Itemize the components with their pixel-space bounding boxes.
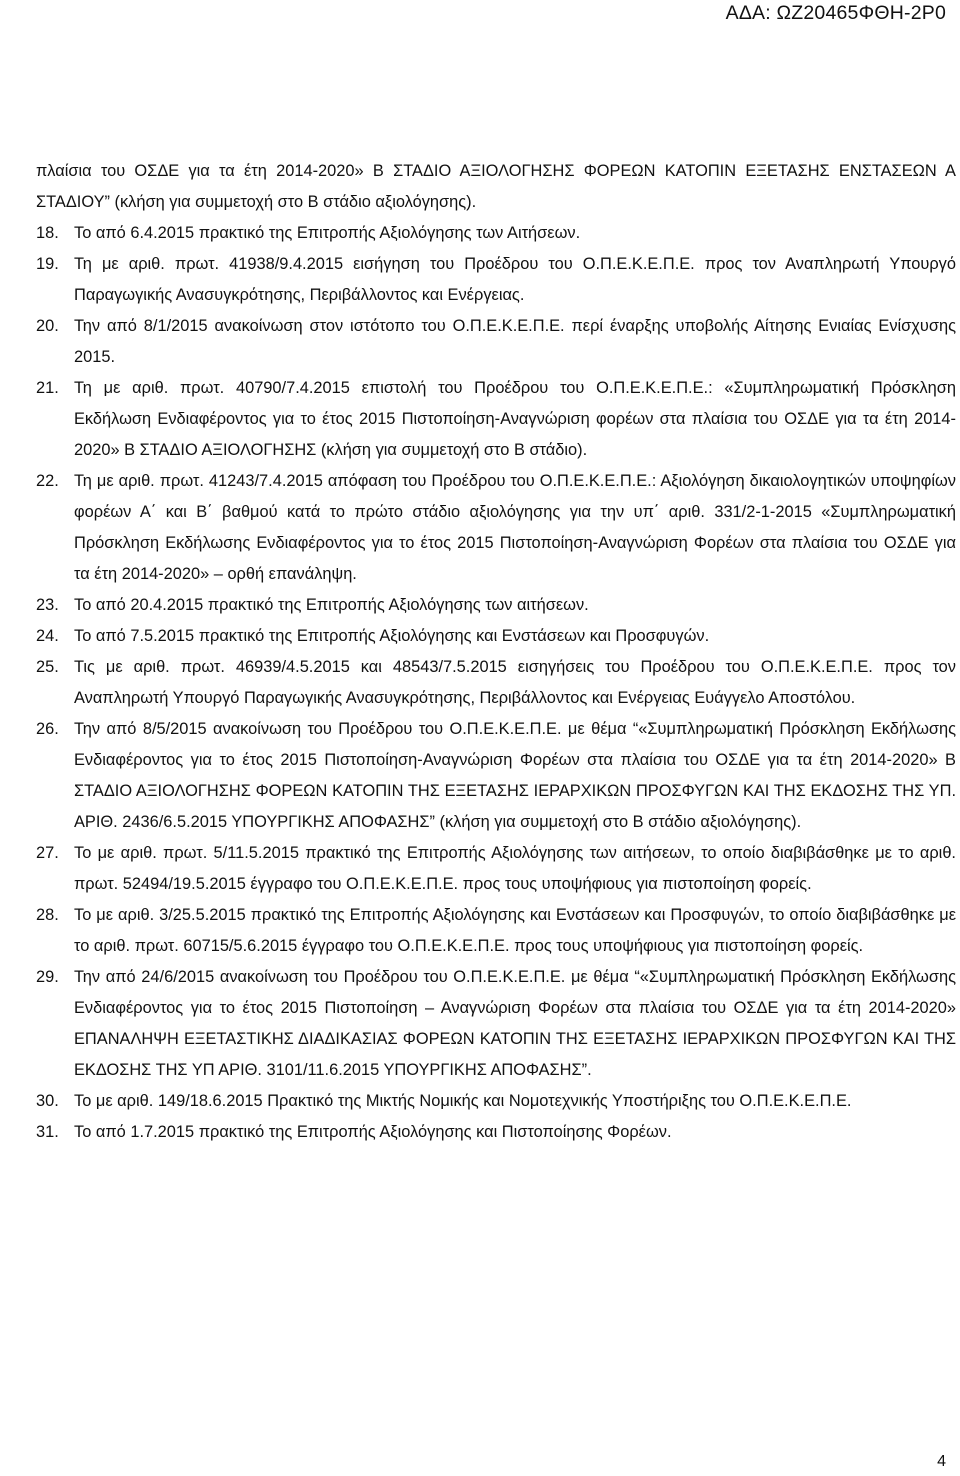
item-text: Το με αριθ. 149/18.6.2015 Πρακτικό της Μικτής Νομικής και Νομοτεχνικής Υποστήριξης του Ο.Π.Ε.Κ.Ε.Π.Ε.: [74, 1092, 852, 1110]
page-number: 4: [937, 1453, 946, 1470]
item-number: 24.: [36, 627, 59, 645]
list-item-21: [36, 373, 956, 466]
item-number: 25.: [36, 658, 59, 676]
item-number: 30.: [36, 1092, 59, 1110]
list-item-24: [36, 621, 956, 652]
item-number: 20.: [36, 317, 59, 335]
item-number: 23.: [36, 596, 59, 614]
item-text: Τη με αριθ. πρωτ. 41243/7.4.2015 απόφαση του Προέδρου του Ο.Π.Ε.Κ.Ε.Π.Ε.: Αξιολόγηση δικαιολογητικών υποψηφίων φορέων Α΄ και Β΄ βαθμού κατά το πρώτο στάδιο αξιολόγησης για την υπ΄ αριθ. 331/2-1-2015 «Συμπληρωματική Πρόσκληση Εκδήλωσης Ενδιαφέροντος για το έτος 2015 Πιστοποίηση-Αναγνώριση Φορέων στα πλαίσια του ΟΣΔΕ για τα έτη 2014-2020» – ορθή επανάληψη.: [74, 472, 956, 583]
continuation-paragraph: πλαίσια του ΟΣΔΕ για τα έτη 2014-2020» Β ΣΤΑΔΙΟ ΑΞΙΟΛΟΓΗΣΗΣ ΦΟΡΕΩΝ ΚΑΤΟΠΙΝ ΕΞΕΤΑΣΗΣ ΕΝΣΤΑΣΕΩΝ Α ΣΤΑΔΙΟΥ” (κλήση για συμμετοχή στο Β στάδιο αξιολόγησης).: [36, 162, 956, 211]
list-item-30: [36, 1086, 956, 1117]
item-number: 29.: [36, 968, 59, 986]
item-text: Την από 8/1/2015 ανακοίνωση στον ιστότοπο του Ο.Π.Ε.Κ.Ε.Π.Ε. περί έναρξης υποβολής Αίτησης Ενιαίας Ενίσχυσης 2015.: [74, 317, 956, 366]
list-item-22: [36, 466, 956, 590]
list-item-20: [36, 311, 956, 373]
list-item-18: [36, 218, 956, 249]
item-number: 27.: [36, 844, 59, 862]
item-text: Το από 7.5.2015 πρακτικό της Επιτροπής Αξιολόγησης και Ενστάσεων και Προσφυγών.: [74, 627, 710, 645]
item-text: Τις με αριθ. πρωτ. 46939/4.5.2015 και 48543/7.5.2015 εισηγήσεις του Προέδρου του Ο.Π.Ε.Κ.Ε.Π.Ε. προς τον Αναπληρωτή Υπουργό Παραγωγικής Ανασυγκρότησης, Περιβάλλοντος και Ενέργειας Ευάγγελο Αποστόλου.: [74, 658, 956, 707]
item-text: Την από 8/5/2015 ανακοίνωση του Προέδρου του Ο.Π.Ε.Κ.Ε.Π.Ε. με θέμα “«Συμπληρωματική Πρόσκληση Εκδήλωσης Ενδιαφέροντος για το έτος 2015 Πιστοποίηση-Αναγνώριση Φορέων στα πλαίσια του ΟΣΔΕ για τα έτη 2014-2020» Β ΣΤΑΔΙΟ ΑΞΙΟΛΟΓΗΣΗΣ ΦΟΡΕΩΝ ΚΑΤΟΠΙΝ ΤΗΣ ΕΞΕΤΑΣΗΣ ΙΕΡΑΡΧΙΚΩΝ ΠΡΟΣΦΥΓΩΝ ΚΑΙ ΤΗΣ ΕΚΔΟΣΗΣ ΤΗΣ ΥΠ. ΑΡΙΘ. 2436/6.5.2015 ΥΠΟΥΡΓΙΚΗΣ ΑΠΟΦΑΣΗΣ” (κλήση για συμμετοχή στο Β στάδιο αξιολόγησης).: [74, 720, 956, 831]
item-number: 19.: [36, 255, 59, 273]
item-text: Τη με αριθ. πρωτ. 40790/7.4.2015 επιστολή του Προέδρου του Ο.Π.Ε.Κ.Ε.Π.Ε.: «Συμπληρωματική Πρόσκληση Εκδήλωση Ενδιαφέροντος για το έτος 2015 Πιστοποίηση-Αναγνώριση φορέων στα πλαίσια του ΟΣΔΕ για τα έτη 2014-2020» Β ΣΤΑΔΙΟ ΑΞΙΟΛΟΓΗΣΗΣ (κλήση για συμμετοχή στο Β στάδιο).: [74, 379, 956, 459]
document-body: [36, 156, 956, 1148]
list-item-26: [36, 714, 956, 838]
item-number: 31.: [36, 1123, 59, 1141]
item-text: Το από 6.4.2015 πρακτικό της Επιτροπής Αξιολόγησης των Αιτήσεων.: [74, 224, 581, 242]
item-text: Το από 20.4.2015 πρακτικό της Επιτροπής Αξιολόγησης των αιτήσεων.: [74, 596, 589, 614]
item-text: Την από 24/6/2015 ανακοίνωση του Προέδρου του Ο.Π.Ε.Κ.Ε.Π.Ε. με θέμα “«Συμπληρωματική Πρόσκληση Εκδήλωσης Ενδιαφέροντος για το έτος 2015 Πιστοποίηση – Αναγνώριση Φορέων στα πλαίσια του ΟΣΔΕ για τα έτη 2014-2020» ΕΠΑΝΑΛΗΨΗ ΕΞΕΤΑΣΤΙΚΗΣ ΔΙΑΔΙΚΑΣΙΑΣ ΦΟΡΕΩΝ ΚΑΤΟΠΙΝ ΤΗΣ ΕΞΕΤΑΣΗΣ ΙΕΡΑΡΧΙΚΩΝ ΠΡΟΣΦΥΓΩΝ ΚΑΙ ΤΗΣ ΕΚΔΟΣΗΣ ΤΗΣ ΥΠ ΑΡΙΘ. 3101/11.6.2015 ΥΠΟΥΡΓΙΚΗΣ ΑΠΟΦΑΣΗΣ”.: [74, 968, 956, 1079]
item-text: Το με αριθ. πρωτ. 5/11.5.2015 πρακτικό της Επιτροπής Αξιολόγησης των αιτήσεων, το οποίο διαβιβάσθηκε με το αριθ. πρωτ. 52494/19.5.2015 έγγραφο του Ο.Π.Ε.Κ.Ε.Π.Ε. προς τους υποψήφιους για πιστοποίηση φορείς.: [74, 844, 956, 893]
item-number: 28.: [36, 906, 59, 924]
list-item-27: [36, 838, 956, 900]
list-item-28: [36, 900, 956, 962]
list-item-25: [36, 652, 956, 714]
list-item-29: [36, 962, 956, 1086]
item-number: 22.: [36, 472, 59, 490]
list-item-31: [36, 1117, 956, 1148]
list-item-23: [36, 590, 956, 621]
list-item-19: [36, 249, 956, 311]
item-text: Το με αριθ. 3/25.5.2015 πρακτικό της Επιτροπής Αξιολόγησης και Ενστάσεων και Προσφυγών, το οποίο διαβιβάσθηκε με το αριθ. πρωτ. 60715/5.6.2015 έγγραφο του Ο.Π.Ε.Κ.Ε.Π.Ε. προς τους υποψήφιους για πιστοποίηση φορείς.: [74, 906, 956, 955]
ada-header: ΑΔΑ: ΩΖ20465ΦΘΗ-2Ρ0: [725, 2, 946, 24]
item-number: 26.: [36, 720, 59, 738]
item-number: 18.: [36, 224, 59, 242]
item-text: Το από 1.7.2015 πρακτικό της Επιτροπής Αξιολόγησης και Πιστοποίησης Φορέων.: [74, 1123, 672, 1141]
item-text: Τη με αριθ. πρωτ. 41938/9.4.2015 εισήγηση του Προέδρου του Ο.Π.Ε.Κ.Ε.Π.Ε. προς τον Αναπληρωτή Υπουργό Παραγωγικής Ανασυγκρότησης, Περιβάλλοντος και Ενέργειας.: [74, 255, 956, 304]
item-number: 21.: [36, 379, 59, 397]
